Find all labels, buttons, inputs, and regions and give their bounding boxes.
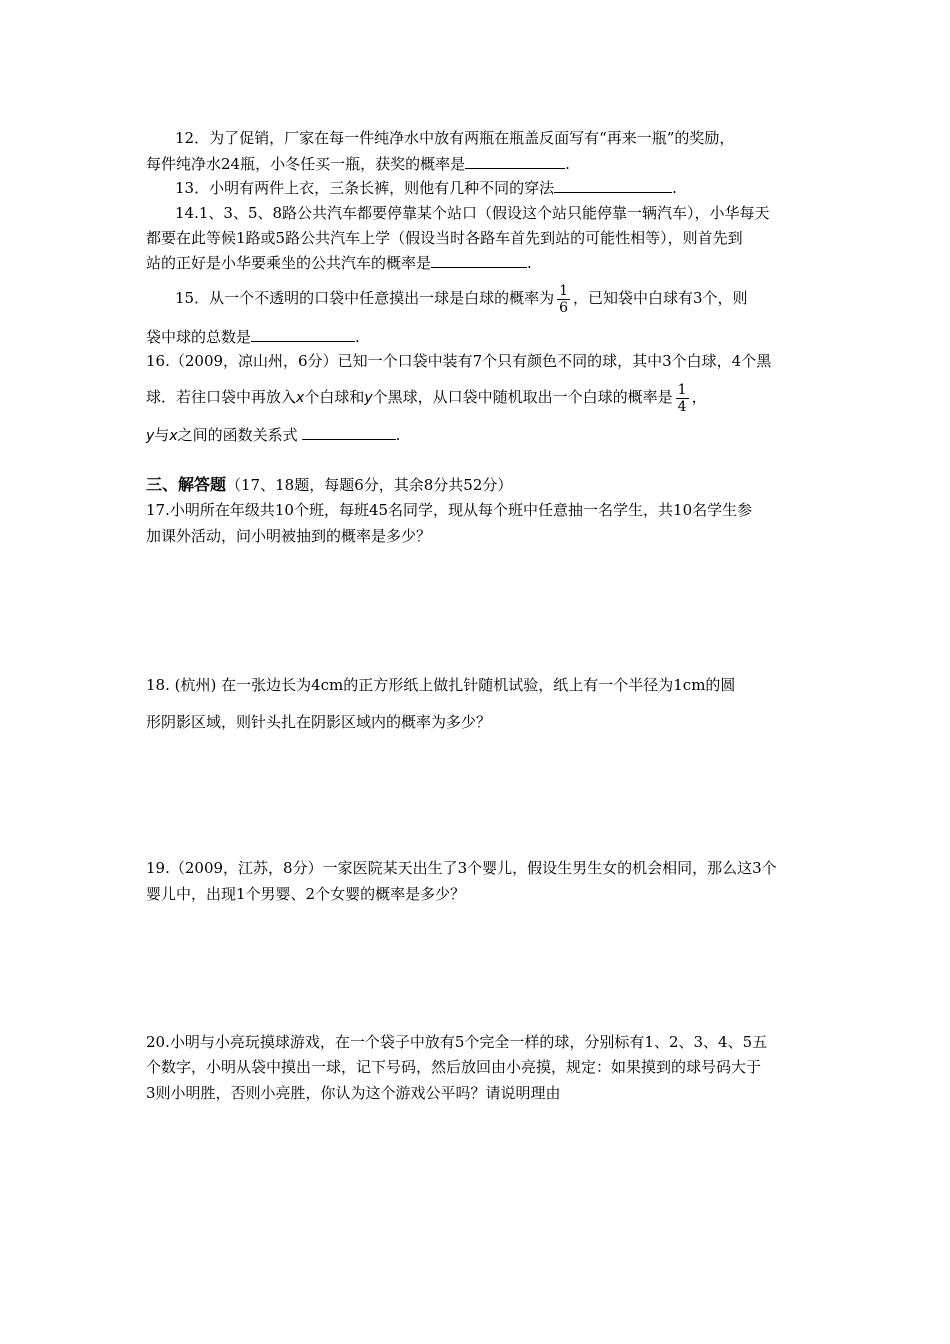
answer-blank	[302, 425, 396, 440]
section-note: （17、18题，每题6分，其余8分共52分）	[226, 476, 513, 494]
q16-text-f: 之间的函数关系式	[177, 426, 298, 444]
section-heading	[146, 475, 512, 495]
q14-line3	[146, 253, 532, 273]
fraction-one-quarter	[676, 382, 689, 415]
q16-line1: 16.（2009，凉山州，6分）已知一个口袋中装有7个只有颜色不同的球，其中3个白球，4个黑	[146, 352, 772, 370]
q14-text: 站的正好是小华要乘坐的公共汽车的概率是	[146, 254, 432, 272]
q15-text2: 袋中球的总数是	[146, 328, 252, 346]
q14-line1: 14.1、3、5、8路公共汽车都要停靠某个站口（假设这个站只能停靠一辆汽车），小华每天	[175, 204, 770, 222]
q20-line3: 3则小明胜，否则小亮胜，你认为这个游戏公平吗？请说明理由	[146, 1084, 561, 1102]
q15-text-pre: 15．从一个不透明的口袋中任意摸出一球是白球的概率为	[175, 289, 555, 307]
q15-line2	[146, 327, 360, 347]
variable-x: x	[296, 390, 305, 406]
variable-y: y	[364, 390, 373, 406]
answer-blank	[251, 327, 355, 342]
q13-line1	[175, 178, 677, 198]
q14-period: .	[527, 254, 532, 272]
answer-blank	[554, 178, 672, 193]
q12-period: .	[565, 155, 570, 173]
q18-line1: 18. (杭州) 在一张边长为4cm的正方形纸上做扎针随机试验，纸上有一个半径为1cm的圆	[146, 676, 736, 694]
q20-line2: 个数字，小明从袋中摸出一球，记下号码，然后放回由小亮摸，规定：如果摸到的球号码大于	[146, 1058, 762, 1076]
q13-period: .	[672, 179, 677, 197]
q17-line2: 加课外活动，问小明被抽到的概率是多少？	[146, 527, 432, 545]
answer-blank	[431, 253, 527, 268]
fraction-denominator: 6	[559, 299, 569, 316]
q14-line2: 都要在此等候1路或5路公共汽车上学（假设当时各路车首先到站的可能性相等），则首先到	[146, 229, 743, 247]
fraction-numerator: 1	[677, 381, 687, 398]
q15-line1	[175, 280, 748, 316]
q19-line1: 19.（2009，江苏，8分）一家医院某天出生了3个婴儿，假设生男生女的机会相同，那么这3个	[146, 859, 777, 877]
section-title: 三、解答题	[146, 475, 227, 494]
q17-line1: 17.小明所在年级共10个班，每班45名同学，现从每个班中任意抽一名学生，共10名学生参	[146, 501, 753, 519]
q19-line2: 婴儿中，出现1个男婴、2个女婴的概率是多少？	[146, 885, 466, 903]
q16-text-e: 与	[154, 426, 170, 444]
q12-line2	[146, 154, 570, 174]
q16-text-c: 个黑球，从口袋中随机取出一个白球的概率是	[372, 388, 673, 406]
answer-blank	[465, 154, 565, 169]
q16-text-a: 球．若往口袋中再放入	[146, 388, 297, 406]
q18-line2: 形阴影区域，则针头扎在阴影区域内的概率为多少？	[146, 713, 492, 731]
q20-line1: 20.小明与小亮玩摸球游戏，在一个袋子中放有5个完全一样的球，分别标有1、2、3、4、5五	[146, 1033, 768, 1051]
q16-line3	[146, 425, 400, 446]
q15-text-post: ，已知袋中白球有3个，则	[573, 289, 748, 307]
fraction-one-sixth	[557, 283, 570, 316]
q16-text-d: ，	[691, 388, 707, 406]
variable-x: x	[169, 428, 178, 444]
fraction-numerator: 1	[559, 282, 569, 299]
q16-line2	[146, 379, 707, 416]
q12-text: 每件纯净水24瓶，小冬任买一瓶，获奖的概率是	[146, 155, 466, 173]
fraction-denominator: 4	[677, 398, 687, 415]
variable-y: y	[146, 428, 155, 444]
q15-period: .	[355, 328, 360, 346]
q12-line1: 12．为了促销，厂家在每一件纯净水中放有两瓶在瓶盖反面写有“再来一瓶”的奖励，	[175, 129, 735, 147]
q16-period: .	[395, 426, 401, 444]
q13-text: 13．小明有两件上衣，三条长裤，则他有几种不同的穿法	[175, 179, 555, 197]
q16-text-b: 个白球和	[304, 388, 365, 406]
